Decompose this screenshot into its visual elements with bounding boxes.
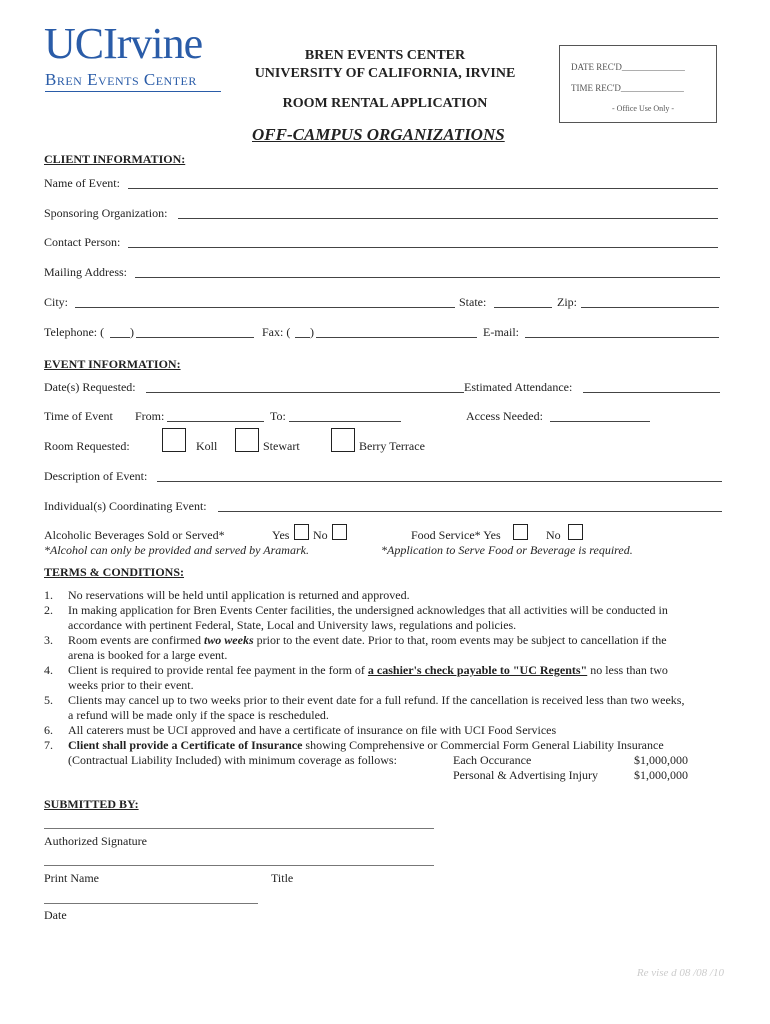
time-of-event-label: Time of Event: [44, 409, 113, 423]
attendance-label: Estimated Attendance:: [464, 380, 573, 394]
description-field[interactable]: [157, 481, 722, 482]
date-label: Date: [44, 908, 67, 922]
contact-field[interactable]: [128, 247, 718, 248]
room-berry-checkbox[interactable]: [331, 428, 355, 452]
header-line1: BREN EVENTS CENTER: [304, 48, 466, 63]
client-info-heading: CLIENT INFORMATION:: [44, 152, 186, 166]
access-field[interactable]: [550, 421, 650, 422]
city-label: City:: [44, 295, 69, 309]
term-text: [68, 738, 664, 753]
coverage-each-label: Each Occurance: [453, 753, 532, 767]
term-emphasis: a cashier's check payable to "UC Regents": [367, 663, 588, 677]
sponsor-label: Sponsoring Organization:: [44, 206, 168, 220]
term-text: weeks prior to their event.: [68, 678, 194, 692]
room-koll-checkbox[interactable]: [162, 428, 186, 452]
contact-label: Contact Person:: [44, 235, 121, 249]
from-label: From:: [135, 409, 165, 423]
coordinating-field[interactable]: [218, 511, 722, 512]
event-name-field[interactable]: [128, 188, 718, 189]
term-text-part: showing Comprehensive or Commercial Form General Liability Insurance: [302, 738, 664, 752]
terms-heading: TERMS & CONDITIONS:: [44, 565, 185, 579]
title-label: Title: [271, 871, 294, 885]
term-text: (Contractual Liability Included) with minimum coverage as follows:: [68, 753, 397, 767]
page-subtitle: OFF-CAMPUS ORGANIZATIONS: [252, 125, 505, 144]
dates-label: Date(s) Requested:: [44, 380, 136, 394]
term-text: In making application for Bren Events Center facilities, the undersigned acknowledges that all activities will be conducted in: [68, 603, 668, 617]
telephone-close: ): [130, 325, 134, 339]
term-emphasis: two weeks: [203, 633, 254, 647]
city-field[interactable]: [75, 307, 455, 308]
room-koll-label: Koll: [196, 439, 218, 453]
telephone-area-field[interactable]: [110, 337, 130, 338]
bren-logo-subtitle: Bren Events Center: [45, 70, 197, 89]
email-label: E-mail:: [483, 325, 519, 339]
date-field[interactable]: [44, 903, 258, 904]
term-number: 7.: [44, 738, 53, 752]
event-name-label: Name of Event:: [44, 176, 120, 190]
food-yes-checkbox[interactable]: [513, 524, 528, 540]
room-label: Room Requested:: [44, 439, 130, 453]
zip-label: Zip:: [557, 295, 577, 309]
room-berry-label: Berry Terrace: [359, 439, 425, 453]
coverage-personal-amount: $1,000,000: [634, 768, 688, 782]
coverage-each-amount: $1,000,000: [634, 753, 688, 767]
alcohol-no-checkbox[interactable]: [332, 524, 347, 540]
state-label: State:: [459, 295, 487, 309]
term-text: No reservations will be held until application is returned and approved.: [68, 588, 410, 602]
term-number: 6.: [44, 723, 53, 737]
signature-field[interactable]: [44, 828, 434, 829]
fax-label: Fax: (: [262, 325, 291, 339]
food-yes-label: Food Service* Yes: [411, 528, 501, 542]
time-received-label: TIME REC'D______________: [571, 83, 684, 93]
alcohol-no-label: No: [313, 528, 328, 542]
mailing-field[interactable]: [135, 277, 720, 278]
room-stewart-checkbox[interactable]: [235, 428, 259, 452]
logo-rule: [45, 91, 221, 92]
mailing-label: Mailing Address:: [44, 265, 127, 279]
term-text: All caterers must be UCI approved and have a certificate of insurance on file with UCI Food Services: [68, 723, 557, 737]
email-field[interactable]: [525, 337, 719, 338]
print-name-field[interactable]: [44, 865, 434, 866]
fax-area-field[interactable]: [295, 337, 310, 338]
term-text: [68, 663, 668, 678]
term-text-part: Room events are confirmed: [68, 633, 204, 647]
state-field[interactable]: [494, 307, 552, 308]
food-note: *Application to Serve Food or Beverage is required.: [381, 543, 633, 557]
term-text-part: Client is required to provide rental fee payment in the form of: [68, 663, 368, 677]
revision-note: Re vise d 08 /08 /10: [636, 967, 724, 979]
header-line3: ROOM RENTAL APPLICATION: [282, 96, 488, 111]
event-info-heading: EVENT INFORMATION:: [44, 357, 181, 371]
coordinating-label: Individual(s) Coordinating Event:: [44, 499, 207, 513]
signature-label: Authorized Signature: [44, 834, 147, 848]
dates-field[interactable]: [146, 392, 464, 393]
to-label: To:: [270, 409, 286, 423]
office-use-box: [559, 45, 717, 123]
term-text-part: no less than two: [587, 663, 668, 677]
description-label: Description of Event:: [44, 469, 148, 483]
to-field[interactable]: [289, 421, 401, 422]
term-text-part: prior to the event date. Prior to that, room events may be subject to cancellation if the: [253, 633, 667, 647]
submitted-heading: SUBMITTED BY:: [44, 797, 139, 811]
alcohol-label: Alcoholic Beverages Sold or Served*: [44, 528, 225, 542]
term-text: arena is booked for a large event.: [68, 648, 228, 662]
term-text: a refund will be made only if the space is rescheduled.: [68, 708, 329, 722]
sponsor-field[interactable]: [178, 218, 718, 219]
telephone-label: Telephone: (: [44, 325, 105, 339]
office-use-note: - Office Use Only -: [612, 104, 675, 113]
print-name-label: Print Name: [44, 871, 99, 885]
from-field[interactable]: [167, 421, 264, 422]
attendance-field[interactable]: [583, 392, 720, 393]
coverage-personal-label: Personal & Advertising Injury: [453, 768, 598, 782]
term-number: 2.: [44, 603, 53, 617]
uci-logo: UCIrvine: [44, 19, 203, 68]
term-text: accordance with pertinent Federal, State, Local and University laws, regulations and policies.: [68, 618, 517, 632]
date-received-label: DATE REC'D______________: [571, 62, 685, 72]
term-number: 5.: [44, 693, 53, 707]
room-stewart-label: Stewart: [263, 439, 300, 453]
alcohol-note: *Alcohol can only be provided and served by Aramark.: [44, 543, 309, 557]
food-no-label: No: [546, 528, 561, 542]
term-number: 1.: [44, 588, 53, 602]
fax-close: ): [310, 325, 314, 339]
term-text: [68, 633, 667, 648]
term-number: 4.: [44, 663, 53, 677]
zip-field[interactable]: [581, 307, 719, 308]
fax-field[interactable]: [316, 337, 477, 338]
term-number: 3.: [44, 633, 53, 647]
term-text: Clients may cancel up to two weeks prior to their event date for a full refund. If the cancellation is received less than two weeks,: [68, 693, 685, 707]
term-emphasis: Client shall provide a Certificate of Insurance: [68, 738, 303, 752]
telephone-field[interactable]: [136, 337, 254, 338]
alcohol-yes-checkbox[interactable]: [294, 524, 309, 540]
food-no-checkbox[interactable]: [568, 524, 583, 540]
alcohol-yes-label: Yes: [272, 528, 290, 542]
access-label: Access Needed:: [466, 409, 543, 423]
header-line2: UNIVERSITY OF CALIFORNIA, IRVINE: [254, 66, 516, 81]
